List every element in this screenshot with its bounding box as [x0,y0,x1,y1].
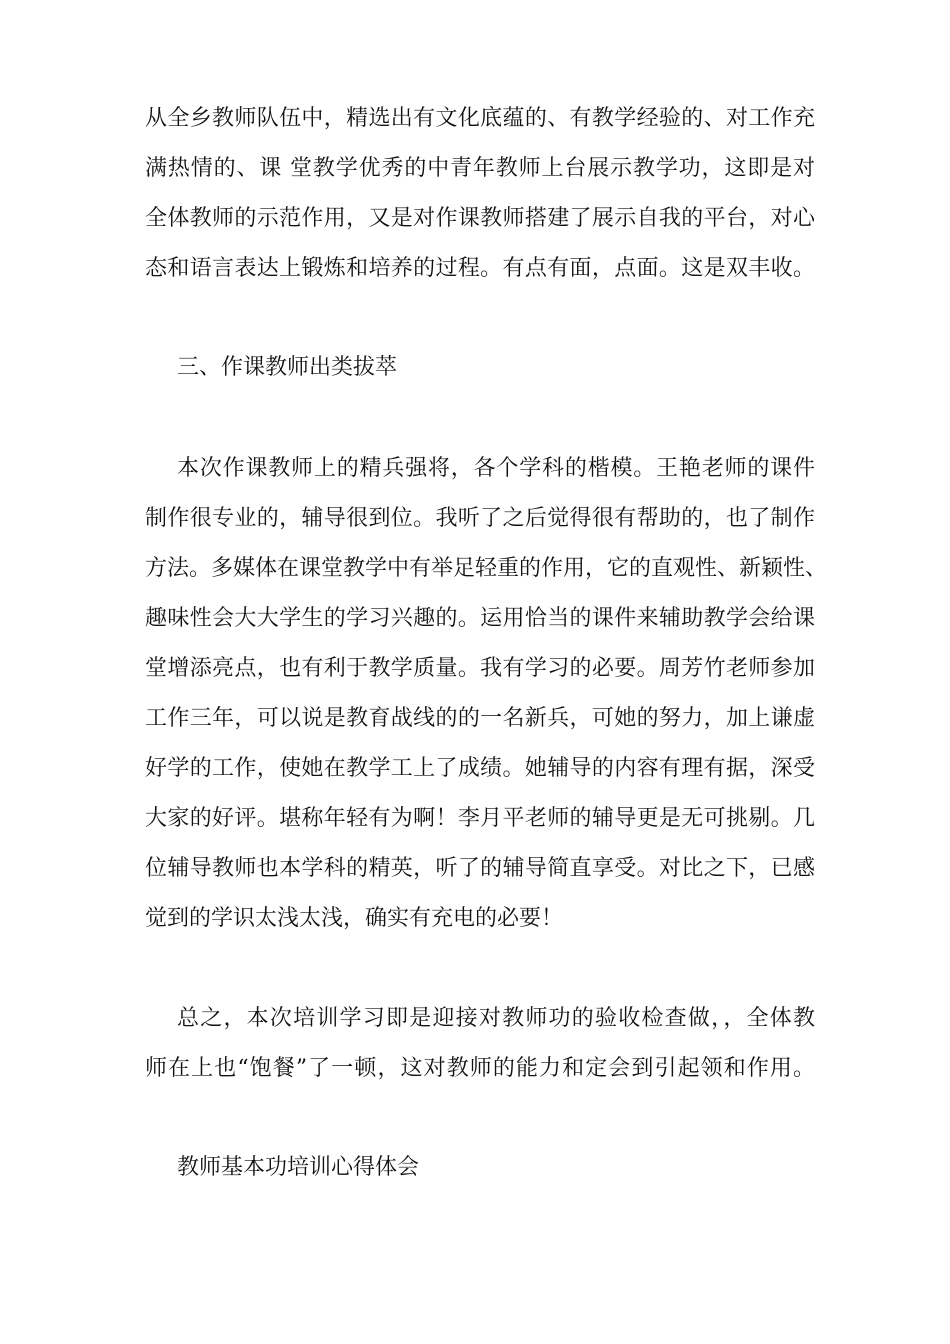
paragraph-2-line-4: 趣味性会大大学生的学习兴趣的。运用恰当的课件来辅助教学会给课 [145,606,815,631]
paragraph-2-line-7: 好学的工作，使她在教学工上了成绩。她辅导的内容有理有据，深受 [145,756,815,781]
paragraph-1-line-4: 态和语言表达上锻炼和培养的过程。有点有面，点面。这是双丰收。 [145,256,815,281]
paragraph-1-line-1: 从全乡教师队伍中，精选出有文化底蕴的、有教学经验的、对工作充 [145,106,815,131]
paragraph-2-line-5: 堂增添亮点，也有利于教学质量。我有学习的必要。周芳竹老师参加 [145,656,815,681]
paragraph-1-line-3: 全体教师的示范作用，又是对作课教师搭建了展示自我的平台，对心 [145,206,815,231]
closing-title-text: 教师基本功培训心得体会 [177,1155,420,1180]
paragraph-1-line-2: 满热情的、课 堂教学优秀的中青年教师上台展示教学功，这即是对 [145,156,815,181]
paragraph-2-line-3: 方法。多媒体在课堂教学中有举足轻重的作用，它的直观性、新颖性、 [145,556,828,581]
section-heading-text: 三、作课教师出类拔萃 [177,355,398,380]
paragraph-3-line-1: 总之，本次培训学习即是迎接对教师功的验收检查做，，全体教 [177,1006,815,1031]
paragraph-2-line-8: 大家的好评。堪称年轻有为啊！李月平老师的辅导更是无可挑剔。几 [145,806,815,831]
paragraph-2-line-2: 制作很专业的，辅导很到位。我听了之后觉得很有帮助的，也了制作 [145,506,815,531]
paragraph-2-line-6: 工作三年，可以说是教育战线的的一名新兵，可她的努力，加上谦虚 [145,706,815,731]
paragraph-2-line-1: 本次作课教师上的精兵强将，各个学科的楷模。王艳老师的课件 [177,456,815,481]
paragraph-2-line-9: 位辅导教师也本学科的精英，听了的辅导简直享受。对比之下，已感 [145,856,815,881]
paragraph-2-line-10: 觉到的学识太浅太浅，确实有充电的必要！ [145,906,564,931]
paragraph-3-line-2: 师在上也“饱餐”了一顿，这对教师的能力和定会到引起领和作用。 [145,1056,815,1081]
